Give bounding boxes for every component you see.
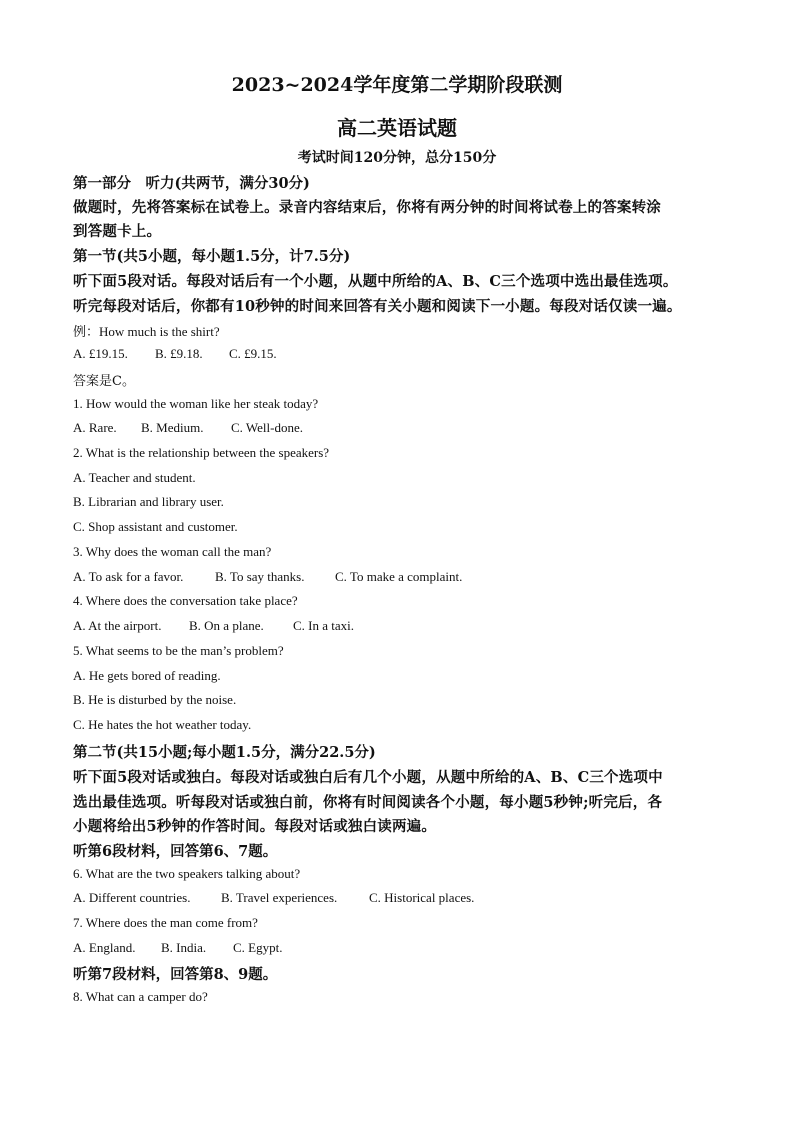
question-2-option-b: B. Librarian and library user. — [73, 494, 224, 509]
part1-instruction-line2: 到答题卡上。 — [73, 223, 162, 240]
option-b: B. India. — [161, 940, 207, 955]
example-option-b: B. £9.18. — [155, 346, 203, 361]
example-answer: 答案是C。 — [73, 374, 135, 389]
material-7-heading: 听第7段材料，回答第8、9题。 — [73, 966, 278, 983]
section2-heading: 第二节(共15小题;每小题1.5分，满分22.5分) — [73, 744, 376, 761]
part1-heading: 第一部分 听力(共两节，满分30分) — [73, 175, 310, 192]
question-5-option-a: A. He gets bored of reading. — [73, 668, 221, 683]
question-5-option-c: C. He hates the hot weather today. — [73, 717, 252, 732]
section2-instruction-line1: 听下面5段对话或独白。每段对话或独白后有几个小题，从题中所给的A、B、C三个选项中 — [73, 769, 663, 786]
section1-instruction-line2: 听完每段对话后，你都有10秒钟的时间来回答有关小题和阅读下一小题。每段对话仅读一遍。 — [73, 298, 682, 315]
question-4: 4. Where does the conversation take place? — [73, 593, 298, 608]
question-6: 6. What are the two speakers talking about? — [73, 866, 301, 881]
section2-instruction-line3: 小题将给出5秒钟的作答时间。每段对话或独白读两遍。 — [73, 818, 437, 835]
question-1-options — [73, 420, 303, 436]
question-6-options — [73, 890, 474, 906]
section2-instruction-line2: 选出最佳选项。听每段对话或独白前，你将有时间阅读各个小题，每小题5秒钟;听完后，各 — [73, 794, 663, 811]
option-c: C. To make a complaint. — [335, 569, 463, 584]
option-a: A. Rare. — [73, 420, 117, 435]
option-b: B. On a plane. — [189, 618, 264, 633]
option-b: B. To say thanks. — [215, 569, 305, 584]
question-7-options — [73, 940, 282, 956]
exam-subject-title: 高二英语试题 — [337, 116, 457, 140]
question-5-option-b: B. He is disturbed by the noise. — [73, 692, 237, 707]
option-b: B. Medium. — [141, 420, 204, 435]
option-a: A. England. — [73, 940, 136, 955]
question-2-option-a: A. Teacher and student. — [73, 470, 196, 485]
example-options — [73, 346, 277, 362]
section1-instruction-line1: 听下面5段对话。每段对话后有一个小题，从题中所给的A、B、C三个选项中选出最佳选项。 — [73, 273, 678, 290]
option-c: C. Historical places. — [369, 890, 475, 905]
section1-heading: 第一节(共5小题，每小题1.5分，计7.5分) — [73, 248, 351, 265]
question-7: 7. Where does the man come from? — [73, 915, 258, 930]
option-a: A. Different countries. — [73, 890, 191, 905]
option-c: C. Well-done. — [231, 420, 304, 435]
part1-instruction-line1: 做题时，先将答案标在试卷上。录音内容结束后，你将有两分钟的时间将试卷上的答案转涂 — [73, 199, 661, 216]
question-8: 8. What can a camper do? — [73, 989, 208, 1004]
question-1: 1. How would the woman like her steak today? — [73, 396, 319, 411]
example-option-a: A. £19.15. — [73, 346, 128, 361]
option-c: C. In a taxi. — [293, 618, 355, 633]
option-c: C. Egypt. — [233, 940, 283, 955]
exam-info: 考试时间120分钟，总分150分 — [297, 150, 497, 166]
option-a: A. To ask for a favor. — [73, 569, 184, 584]
example-question: 例：How much is the shirt? — [73, 324, 220, 339]
question-2: 2. What is the relationship between the speakers? — [73, 445, 330, 460]
option-b: B. Travel experiences. — [221, 890, 338, 905]
material-6-heading: 听第6段材料，回答第6、7题。 — [73, 843, 278, 860]
question-4-options — [73, 618, 354, 634]
question-3-options — [73, 569, 462, 585]
question-2-option-c: C. Shop assistant and customer. — [73, 519, 238, 534]
example-option-c: C. £9.15. — [229, 346, 277, 361]
exam-title: 2023~2024学年度第二学期阶段联测 — [231, 74, 563, 96]
option-a: A. At the airport. — [73, 618, 162, 633]
question-3: 3. Why does the woman call the man? — [73, 544, 272, 559]
question-5: 5. What seems to be the man’s problem? — [73, 643, 284, 658]
